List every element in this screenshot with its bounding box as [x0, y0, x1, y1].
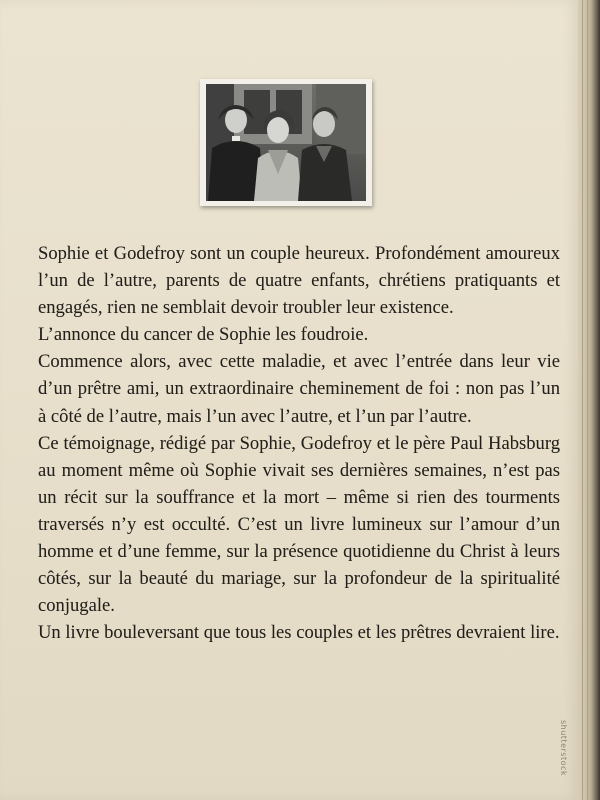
watermark-text: shutterstock [559, 720, 568, 777]
photo-illustration [206, 84, 366, 201]
blurb-paragraph-2: L’annonce du cancer de Sophie les foudroie. [38, 324, 369, 346]
blurb-paragraph-3: Commence alors, avec cette maladie, et avec l’entrée dans leur vie d’un prêtre ami, un extraordinaire cheminement de foi : non pas l’un à côté de l’autre, mais l’un avec l’autre, et l’un par l’autre. [38, 351, 560, 427]
blurb-paragraph-4: Ce témoignage, rédigé par Sophie, Godefroy et le père Paul Habsburg au moment même où Sophie vivait ses dernières semaines, n’est pas un récit sur la souffrance et la mort – même si rien des tourments traversés n’y est occulté. C’est un livre lumineux sur l’amour d’un homme et d’une femme, sur la présence quotidienne du Christ à leurs côtés, sur la beauté du mariage, sur la profondeur de la spiritualité conjugale. [38, 432, 560, 617]
back-cover-blurb [38, 240, 560, 646]
book-page-edge [578, 0, 600, 800]
family-photo [206, 84, 366, 201]
photo-frame [200, 79, 372, 206]
blurb-paragraph-1: Sophie et Godefroy sont un couple heureux. Profondément amoureux l’un de l’autre, parents de quatre enfants, chrétiens pratiquants et engagés, rien ne semblait devoir troubler leur existence. [38, 243, 560, 319]
blurb-paragraph-5: Un livre bouleversant que tous les couples et les prêtres devraient lire. [38, 622, 560, 644]
